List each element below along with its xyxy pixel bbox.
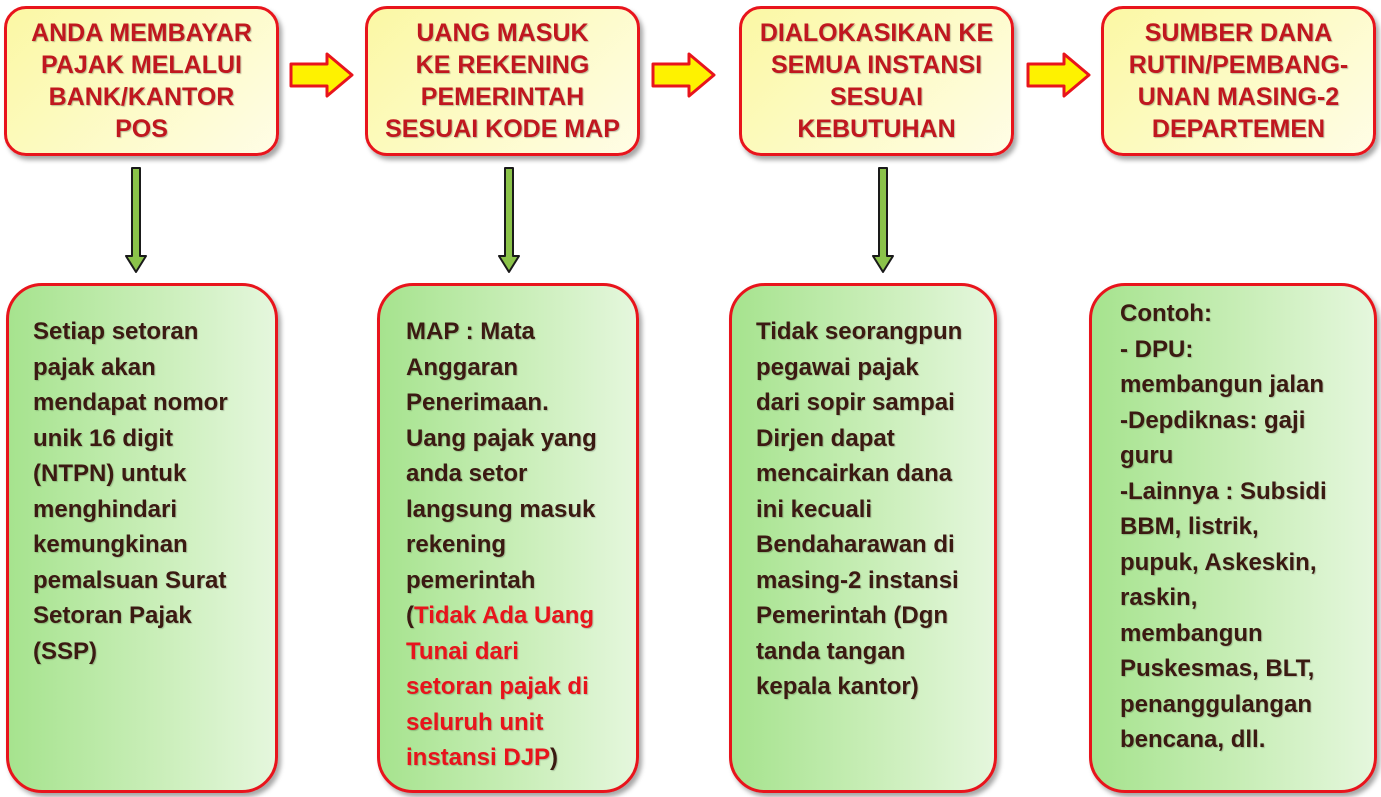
down-arrow-icon — [497, 166, 521, 274]
step-3-detail-box — [729, 283, 997, 793]
right-arrow-icon — [289, 52, 355, 98]
right-arrow-icon — [651, 52, 717, 98]
step-3-detail: Tidak seorangpun pegawai pajak dari sopir sampai Dirjen dapat mencairkan dana ini kecuali Bendaharawan di masing-2 instansi Pemerintah (Dgn tanda tangan kepala kantor) — [756, 318, 963, 700]
step-1-detail-box — [6, 283, 278, 793]
step-2-detail-highlight: Tidak Ada Uang Tunai dari setoran pajak di seluruh unit instansi DJP — [406, 602, 595, 771]
step-3-title-box — [739, 6, 1014, 156]
step-1-title-box — [4, 6, 279, 156]
step-4-detail: Contoh: - DPU: membangun jalan -Depdiknas: gaji guru -Lainnya : Subsidi BBM, listrik, pupuk, Askeskin, raskin, membangun Puskesmas, BLT, penanggulangan bencana, dll. — [1120, 300, 1327, 753]
down-arrow-icon — [871, 166, 895, 274]
step-2-detail — [406, 314, 622, 776]
down-arrow-icon — [124, 166, 148, 274]
right-arrow-icon — [1026, 52, 1092, 98]
step-2-title: UANG MASUK KE REKENING PEMERINTAH SESUAI KODE MAP — [385, 19, 620, 143]
step-4-title-box — [1101, 6, 1376, 156]
step-1-detail: Setiap setoran pajak akan mendapat nomor unik 16 digit (NTPN) untuk menghindari kemungkinan pemalsuan Surat Setoran Pajak (SSP) — [33, 318, 228, 665]
step-2-detail-close: ) — [550, 744, 559, 771]
step-2-title-box — [365, 6, 640, 156]
step-2-detail-text: MAP : Mata Anggaran Penerimaan. Uang pajak yang anda setor langsung masuk rekening pemerintah ( — [406, 318, 597, 629]
step-1-title: ANDA MEMBAYAR PAJAK MELALUI BANK/KANTOR POS — [31, 19, 252, 143]
step-4-title: SUMBER DANA RUTIN/PEMBANG- UNAN MASING-2 DEPARTEMEN — [1128, 19, 1349, 143]
step-4-detail-box — [1089, 283, 1377, 793]
step-2-detail-box — [377, 283, 639, 793]
step-3-title: DIALOKASIKAN KE SEMUA INSTANSI SESUAI KEBUTUHAN — [759, 19, 994, 143]
